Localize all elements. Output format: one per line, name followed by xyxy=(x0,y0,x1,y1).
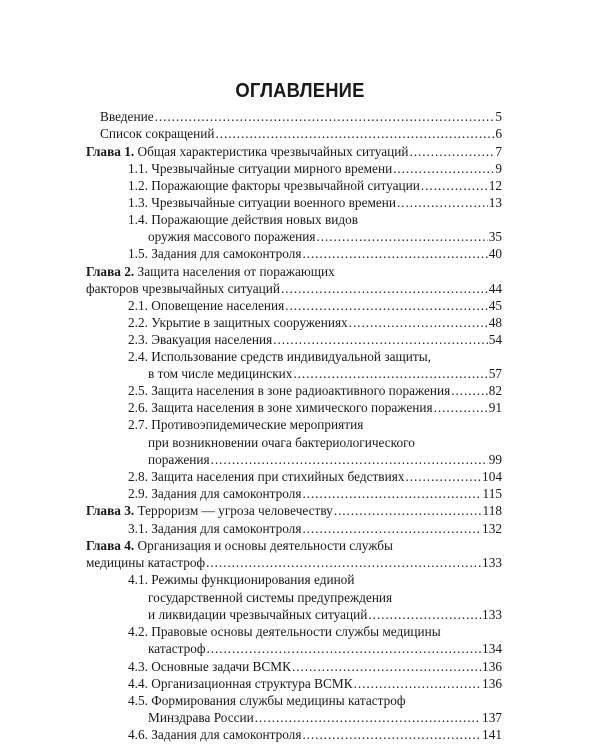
toc-entry xyxy=(148,640,502,658)
page-number: 104 xyxy=(482,469,502,484)
toc-entry-text: 2.7. Противоэпидемические мероприятия xyxy=(128,417,364,432)
page-number: 7 xyxy=(495,144,502,159)
dot-leader xyxy=(434,399,488,417)
dot-leader xyxy=(354,675,481,693)
page-number: 99 xyxy=(488,452,502,467)
toc-entry-title xyxy=(86,502,333,520)
page-number: 57 xyxy=(488,366,502,381)
toc-entry-text: при возникновении очага бактериологического xyxy=(148,435,415,450)
dot-leader xyxy=(292,658,481,676)
dot-leader xyxy=(206,640,481,658)
toc-entry-title xyxy=(128,692,406,710)
page-number: 137 xyxy=(482,710,502,725)
toc-entry-text: 2.6. Защита населения в зоне химического поражения xyxy=(128,400,433,415)
toc-entry-title xyxy=(128,399,433,417)
toc-entry xyxy=(128,416,502,434)
page-number: 45 xyxy=(488,298,502,313)
page-number: 9 xyxy=(495,161,502,176)
toc-entry xyxy=(128,331,502,349)
page-number: 54 xyxy=(488,332,502,347)
dot-leader xyxy=(293,365,487,383)
toc-entry-title xyxy=(86,537,393,555)
toc-entry-title xyxy=(148,365,292,383)
toc-entry-title xyxy=(128,314,348,332)
toc-entry-text: 1.1. Чрезвычайные ситуации мирного времени xyxy=(128,161,393,176)
chapter-label: Глава 1. xyxy=(86,144,135,159)
dot-leader xyxy=(206,554,481,572)
toc-entry-text: факторов чрезвычайных ситуаций xyxy=(86,281,280,296)
toc-entry xyxy=(128,245,502,263)
page-number: 5 xyxy=(495,109,502,124)
dot-leader xyxy=(211,451,488,469)
toc-entry xyxy=(128,692,502,710)
page-number: 82 xyxy=(488,383,502,398)
page-number: 13 xyxy=(488,195,502,210)
page-number: 134 xyxy=(482,641,502,656)
toc-entry-title xyxy=(128,245,301,263)
page-number: 133 xyxy=(482,555,502,570)
page-number: 91 xyxy=(488,400,502,415)
toc-entry-text: медицины катастроф xyxy=(86,555,206,570)
toc-entry-title xyxy=(128,485,301,503)
dot-leader xyxy=(302,245,487,263)
toc-entry xyxy=(128,675,502,693)
toc-entry-text: Общая характеристика чрезвычайных ситуаций xyxy=(134,144,409,159)
toc-entry-text: Организация и основы деятельности службы xyxy=(134,538,393,553)
dot-leader xyxy=(368,606,481,624)
toc-entry-title xyxy=(128,348,431,366)
toc-entry xyxy=(128,726,502,744)
toc-entry-title xyxy=(128,571,354,589)
toc-entry-title xyxy=(128,623,441,641)
toc-entry-title xyxy=(86,143,408,161)
dot-leader xyxy=(302,726,481,744)
toc-entry-text: 4.3. Основные задачи ВСМК xyxy=(128,659,291,674)
toc-entry xyxy=(148,451,502,469)
toc-entry-title xyxy=(148,228,316,246)
page-number: 115 xyxy=(482,486,502,501)
toc-entry-title xyxy=(128,382,450,400)
toc-entry xyxy=(128,468,502,486)
toc-entry-text: 4.2. Правовые основы деятельности службы медицины xyxy=(128,624,441,639)
page-title: ОГЛАВЛЕНИЕ xyxy=(235,80,365,102)
toc-entry-title xyxy=(148,451,210,469)
toc-entry xyxy=(86,502,502,520)
toc-entry-text: 2.2. Укрытие в защитных сооружениях xyxy=(128,315,348,330)
dot-leader xyxy=(317,228,488,246)
toc-entry xyxy=(128,314,502,332)
toc-entry-title xyxy=(128,211,358,229)
toc-entry xyxy=(128,382,502,400)
dot-leader xyxy=(451,382,487,400)
toc-entry-title xyxy=(86,280,280,298)
toc-entry-text: 4.5. Формирования службы медицины катастроф xyxy=(128,693,406,708)
toc-entry xyxy=(86,143,502,161)
toc-entry xyxy=(128,399,502,417)
toc-entry xyxy=(148,589,502,607)
toc-entry-text: 1.5. Задания для самоконтроля xyxy=(128,246,302,261)
chapter-label: Глава 4. xyxy=(86,538,135,553)
page-number: 133 xyxy=(482,607,502,622)
toc-entry xyxy=(148,365,502,383)
toc-entry xyxy=(128,211,502,229)
toc-entry-text: в том числе медицинских xyxy=(148,366,293,381)
toc-entry-text: Терроризм — угроза человечеству xyxy=(134,503,333,518)
toc-entry-text: 4.6. Задания для самоконтроля xyxy=(128,727,302,742)
toc-entry-text: Список сокращений xyxy=(100,126,215,141)
toc-entry-title xyxy=(86,263,335,281)
toc-entry-title xyxy=(128,520,301,538)
toc-entry-title xyxy=(128,331,272,349)
page-number: 132 xyxy=(482,521,502,536)
dot-leader xyxy=(155,108,495,126)
toc-entry-text: 1.3. Чрезвычайные ситуации военного времени xyxy=(128,195,397,210)
toc-entry xyxy=(148,709,502,727)
page-number: 44 xyxy=(488,281,502,296)
toc-entry-text: 2.3. Эвакуация населения xyxy=(128,332,273,347)
toc-entry-title xyxy=(148,434,415,452)
toc-entry xyxy=(128,623,502,641)
toc-entry xyxy=(100,108,502,126)
toc-entry xyxy=(128,520,502,538)
dot-leader xyxy=(393,160,494,178)
toc-entry xyxy=(128,485,502,503)
toc-entry-text: Введение xyxy=(100,109,154,124)
toc-entry-text: 2.8. Защита населения при стихийных бедствиях xyxy=(128,469,405,484)
page-number: 136 xyxy=(482,676,502,691)
toc-entry-text: 2.4. Использование средств индивидуальной защиты, xyxy=(128,349,431,364)
toc-entry xyxy=(128,160,502,178)
dot-leader xyxy=(285,297,487,315)
page-number: 12 xyxy=(488,178,502,193)
toc-entry xyxy=(128,297,502,315)
toc-entry-text: оружия массового поражения xyxy=(148,229,316,244)
toc-entry-text: Минздрава России xyxy=(148,710,254,725)
dot-leader xyxy=(302,485,481,503)
toc-entry-text: катастроф xyxy=(148,641,206,656)
toc-entry xyxy=(86,537,502,555)
toc-entry-text: и ликвидации чрезвычайных ситуаций xyxy=(148,607,368,622)
toc-entry-text: 2.5. Защита населения в зоне радиоактивного поражения xyxy=(128,383,451,398)
toc-entry-text: 1.2. Поражающие факторы чрезвычайной ситуации xyxy=(128,178,420,193)
toc-entry xyxy=(128,194,502,212)
dot-leader xyxy=(334,502,482,520)
toc-entry-title xyxy=(128,658,291,676)
toc-entry-text: государственной системы предупреждения xyxy=(148,590,393,605)
dot-leader xyxy=(281,280,488,298)
toc-entry-title xyxy=(128,297,284,315)
page-number: 6 xyxy=(495,126,502,141)
toc-entry xyxy=(148,228,502,246)
toc-entry xyxy=(148,606,502,624)
page-number: 136 xyxy=(482,659,502,674)
dot-leader xyxy=(255,709,481,727)
toc-entry-text: 4.1. Режимы функционирования единой xyxy=(128,572,355,587)
chapter-label: Глава 3. xyxy=(86,503,135,518)
dot-leader xyxy=(397,194,488,212)
dot-leader xyxy=(349,314,488,332)
chapter-label: Глава 2. xyxy=(86,264,135,279)
toc-entry-text: 4.4. Организационная структура ВСМК xyxy=(128,676,353,691)
toc-entry-title xyxy=(148,589,392,607)
toc-entry-title xyxy=(128,726,301,744)
toc-entry xyxy=(128,571,502,589)
toc-entry xyxy=(148,434,502,452)
toc-entry-text: поражения xyxy=(148,452,210,467)
toc-entry-title xyxy=(128,675,353,693)
toc-entry-title xyxy=(100,108,154,126)
toc-entry-text: 1.4. Поражающие действия новых видов xyxy=(128,212,359,227)
toc-entry-title xyxy=(128,468,404,486)
dot-leader xyxy=(421,177,488,195)
page-number: 118 xyxy=(482,503,502,518)
toc-entry xyxy=(100,125,502,143)
toc-entry-title xyxy=(128,416,363,434)
toc-entry-text: 2.9. Задания для самоконтроля xyxy=(128,486,302,501)
toc-entry-title xyxy=(148,640,205,658)
toc-entry-title xyxy=(86,554,205,572)
toc-entry xyxy=(86,263,502,281)
toc-entry-title xyxy=(100,125,214,143)
toc-entry xyxy=(128,658,502,676)
toc-entry-title xyxy=(128,177,420,195)
dot-leader xyxy=(405,468,481,486)
page-number: 141 xyxy=(482,727,502,742)
toc-entry xyxy=(128,177,502,195)
toc-entry xyxy=(86,554,502,572)
page-number: 48 xyxy=(488,315,502,330)
page-number: 40 xyxy=(488,246,502,261)
dot-leader xyxy=(215,125,494,143)
toc-entry-title xyxy=(148,606,367,624)
toc-entry-text: 3.1. Задания для самоконтроля xyxy=(128,521,302,536)
dot-leader xyxy=(302,520,481,538)
toc-entry-title xyxy=(128,194,396,212)
toc-entry-title xyxy=(148,709,254,727)
toc-entry xyxy=(128,348,502,366)
toc-entry-title xyxy=(128,160,392,178)
dot-leader xyxy=(409,143,494,161)
toc-entry xyxy=(86,280,502,298)
page-number: 35 xyxy=(488,229,502,244)
toc-entry-text: Защита населения от поражающих xyxy=(134,264,335,279)
toc-entry-text: 2.1. Оповещение населения xyxy=(128,298,285,313)
dot-leader xyxy=(273,331,487,349)
